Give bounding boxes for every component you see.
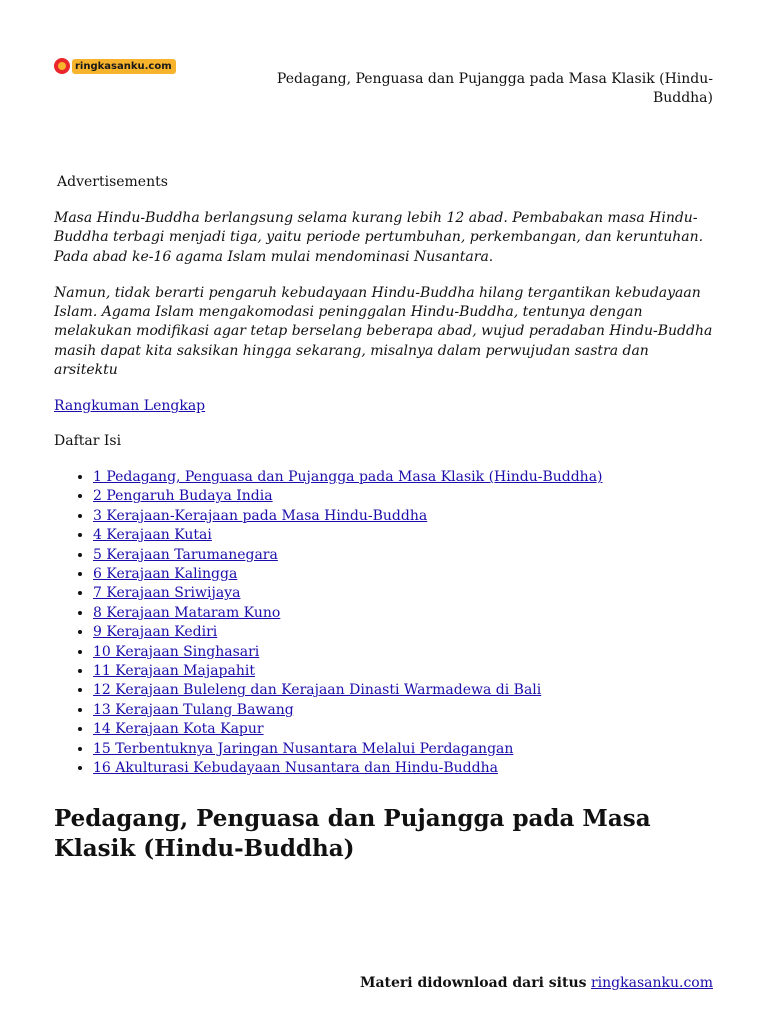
footer-site-link[interactable]: ringkasanku.com — [590, 975, 713, 991]
toc-link[interactable]: 16 Akulturasi Kebudayaan Nusantara dan Hindu-Buddha — [93, 760, 498, 777]
footer-label: Materi didownload dari situs — [359, 975, 587, 991]
footer — [360, 974, 713, 992]
toc-item — [93, 759, 716, 778]
document-header-title: Pedagang, Penguasa dan Pujangga pada Masa Klasik (Hindu-Buddha) — [276, 71, 713, 106]
main-content — [54, 209, 716, 778]
toc-item — [93, 584, 716, 603]
toc-item — [93, 720, 716, 739]
toc-item — [93, 526, 716, 545]
toc-title: Daftar Isi — [54, 432, 122, 449]
toc-link[interactable]: 4 Kerajaan Kutai — [93, 527, 212, 544]
toc-link[interactable]: 5 Kerajaan Tarumanegara — [93, 546, 278, 563]
toc-item — [93, 468, 716, 487]
toc-link[interactable]: 10 Kerajaan Singhasari — [93, 643, 260, 660]
logo-text: ringkasanku.com — [72, 59, 176, 74]
toc-link[interactable]: 3 Kerajaan-Kerajaan pada Masa Hindu-Buddha — [93, 507, 428, 524]
toc-item — [93, 701, 716, 720]
toc-item — [93, 681, 716, 700]
toc-link[interactable]: 13 Kerajaan Tulang Bawang — [93, 701, 294, 718]
site-logo[interactable] — [54, 57, 176, 75]
toc-link[interactable]: 9 Kerajaan Kediri — [93, 624, 218, 641]
full-summary-link[interactable]: Rangkuman Lengkap — [54, 398, 206, 415]
toc-item — [93, 565, 716, 584]
toc-item — [93, 662, 716, 681]
toc-item — [93, 604, 716, 623]
advertisements-label: Advertisements — [57, 174, 168, 190]
toc-item — [93, 546, 716, 565]
toc-link[interactable]: 12 Kerajaan Buleleng dan Kerajaan Dinasti Warmadewa di Bali — [93, 682, 542, 699]
toc-link[interactable]: 8 Kerajaan Mataram Kuno — [93, 604, 281, 621]
toc-link[interactable]: 14 Kerajaan Kota Kapur — [93, 721, 264, 738]
section-heading: Pedagang, Penguasa dan Pujangga pada Masa Klasik (Hindu-Buddha) — [54, 805, 651, 862]
toc-link[interactable]: 2 Pengaruh Budaya India — [93, 488, 273, 505]
toc-link[interactable]: 6 Kerajaan Kalingga — [93, 566, 238, 582]
toc-link[interactable]: 15 Terbentuknya Jaringan Nusantara Melalui Perdagangan — [93, 740, 514, 757]
table-of-contents — [54, 468, 716, 779]
toc-item — [93, 740, 716, 759]
toc-link[interactable]: 7 Kerajaan Sriwijaya — [93, 585, 241, 602]
toc-item — [93, 623, 716, 642]
toc-link[interactable]: 1 Pedagang, Penguasa dan Pujangga pada Masa Klasik (Hindu-Buddha) — [93, 468, 603, 485]
intro-paragraph-1: Masa Hindu-Buddha berlangsung selama kurang lebih 12 abad. Pembabakan masa Hindu-Buddha terbagi menjadi tiga, yaitu periode pertumbuhan, perkembangan, dan keruntuhan. Pada abad ke-16 agama Islam mulai mendominasi Nusantara. — [54, 210, 704, 265]
toc-item — [93, 643, 716, 662]
logo-circle-icon — [54, 58, 70, 74]
toc-item — [93, 507, 716, 526]
toc-link[interactable]: 11 Kerajaan Majapahit — [93, 663, 255, 680]
toc-item — [93, 487, 716, 506]
intro-paragraph-2: Namun, tidak berarti pengaruh kebudayaan Hindu-Buddha hilang tergantikan kebudayaan Islam. Agama Islam mengakomodasi peninggalan Hindu-Buddha, tentunya dengan melakukan modifikasi agar tetap berselang beberapa abad, wujud peradaban Hindu-Buddha masih dapat kita saksikan hingga sekarang, misalnya dalam perwujudan sastra dan arsitektu — [54, 284, 713, 379]
